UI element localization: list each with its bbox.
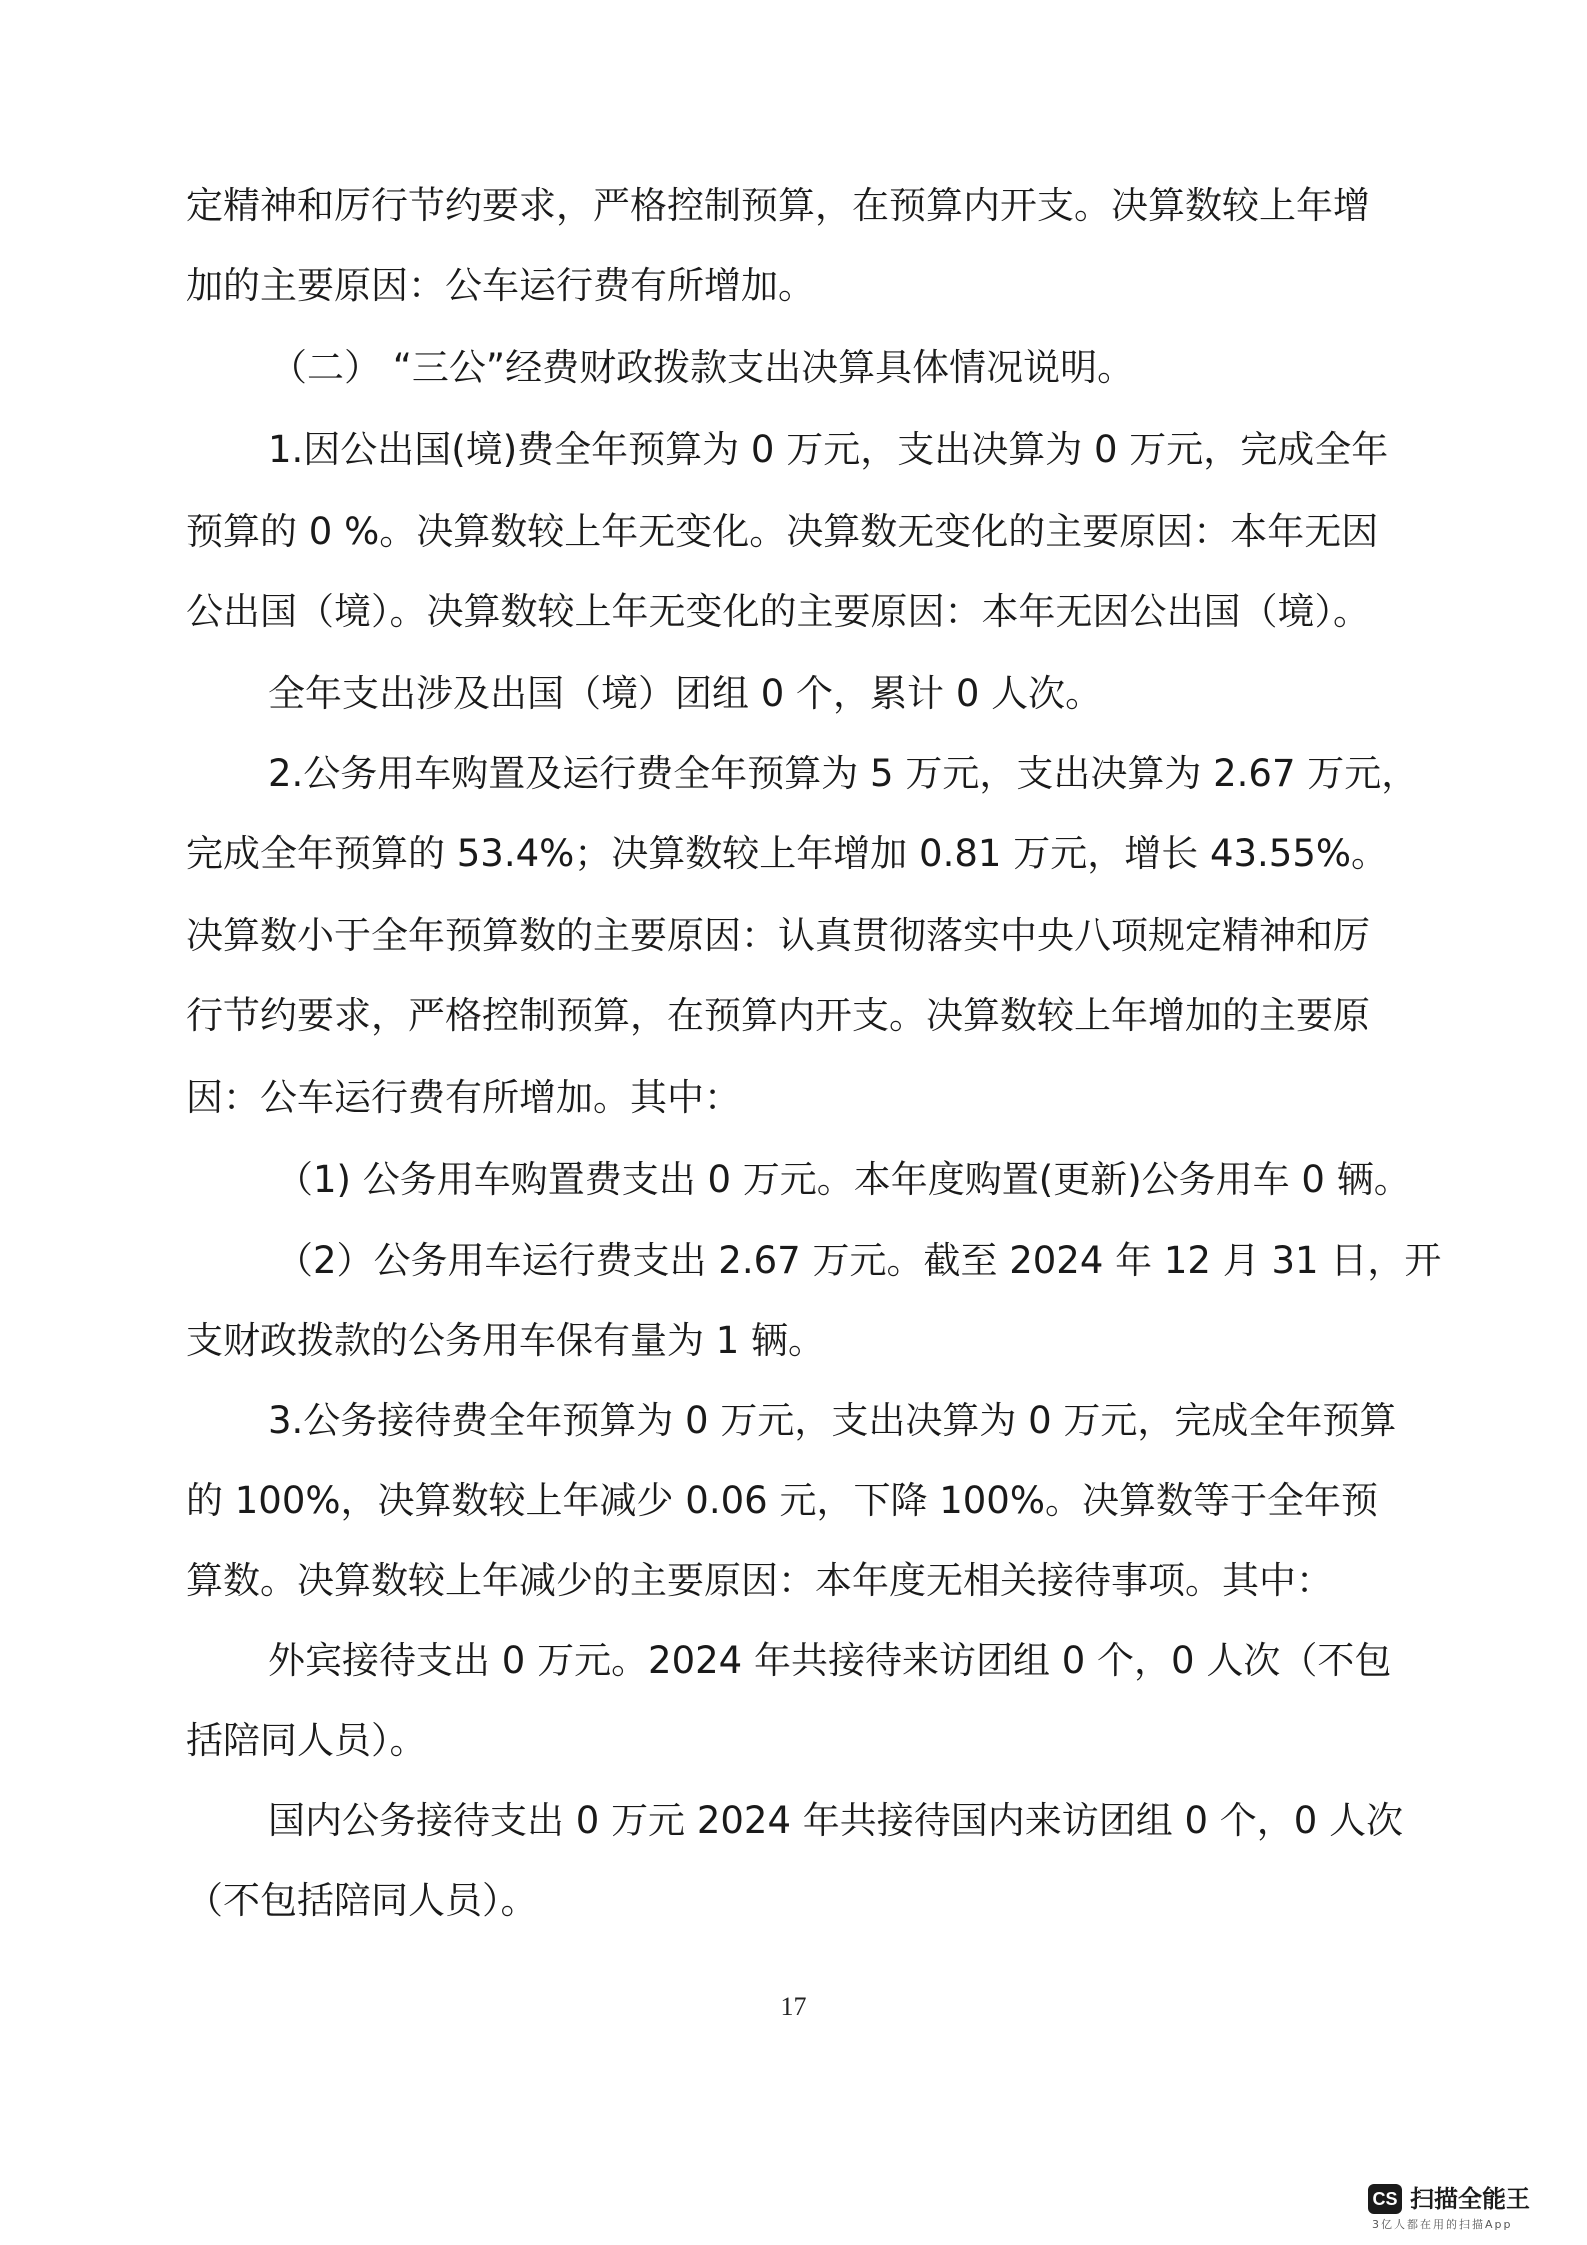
scanner-watermark bbox=[1368, 2180, 1568, 2236]
text-line: 决算数小于全年预算数的主要原因：认真贯彻落实中央八项规定精神和厉 bbox=[186, 914, 1370, 957]
text-line: 全年支出涉及出国（境）团组 0 个，累计 0 人次。 bbox=[268, 672, 1103, 715]
text-line: 的 100%，决算数较上年减少 0.06 元，下降 100%。决算数等于全年预 bbox=[186, 1479, 1378, 1522]
text-line: 完成全年预算的 53.4%；决算数较上年增加 0.81 万元，增长 43.55%。 bbox=[186, 832, 1389, 875]
text-line: 算数。决算数较上年减少的主要原因：本年度无相关接待事项。其中： bbox=[186, 1559, 1333, 1602]
text-line: 因：公车运行费有所增加。其中： bbox=[186, 1076, 741, 1119]
camscanner-logo-icon: CS bbox=[1368, 2184, 1402, 2214]
text-line: 3.公务接待费全年预算为 0 万元，支出决算为 0 万元，完成全年预算 bbox=[268, 1399, 1397, 1442]
text-line: 1.因公出国(境)费全年预算为 0 万元，支出决算为 0 万元，完成全年 bbox=[268, 428, 1389, 471]
text-line: 国内公务接待支出 0 万元 2024 年共接待国内来访团组 0 个，0 人次 bbox=[268, 1799, 1404, 1842]
text-line: 括陪同人员）。 bbox=[186, 1719, 427, 1762]
watermark-subtitle: 3亿人都在用的扫描App bbox=[1372, 2218, 1513, 2231]
text-line: 加的主要原因：公车运行费有所增加。 bbox=[186, 264, 815, 307]
text-line: 2.公务用车购置及运行费全年预算为 5 万元，支出决算为 2.67 万元， bbox=[268, 752, 1419, 795]
text-line: 公出国（境）。决算数较上年无变化的主要原因：本年无因公出国（境）。 bbox=[186, 590, 1370, 633]
text-line: 定精神和厉行节约要求，严格控制预算，在预算内开支。决算数较上年增 bbox=[186, 184, 1370, 227]
text-line: 外宾接待支出 0 万元。2024 年共接待来访团组 0 个，0 人次（不包 bbox=[268, 1639, 1392, 1682]
section-heading: （二） “三公”经费财政拨款支出决算具体情况说明。 bbox=[270, 346, 1135, 389]
text-line: 预算的 0 %。决算数较上年无变化。决算数无变化的主要原因：本年无因 bbox=[186, 510, 1379, 553]
text-line: 行节约要求，严格控制预算，在预算内开支。决算数较上年增加的主要原 bbox=[186, 994, 1370, 1037]
text-line: （不包括陪同人员）。 bbox=[186, 1879, 538, 1922]
text-line: 支财政拨款的公务用车保有量为 1 辆。 bbox=[186, 1319, 826, 1362]
text-line: （2）公务用车运行费支出 2.67 万元。截至 2024 年 12 月 31 日，开 bbox=[276, 1239, 1442, 1282]
watermark-title: 扫描全能王 bbox=[1410, 2185, 1530, 2213]
text-line: （1) 公务用车购置费支出 0 万元。本年度购置(更新)公务用车 0 辆。 bbox=[276, 1158, 1411, 1201]
page-number: 17 bbox=[780, 1992, 807, 2021]
